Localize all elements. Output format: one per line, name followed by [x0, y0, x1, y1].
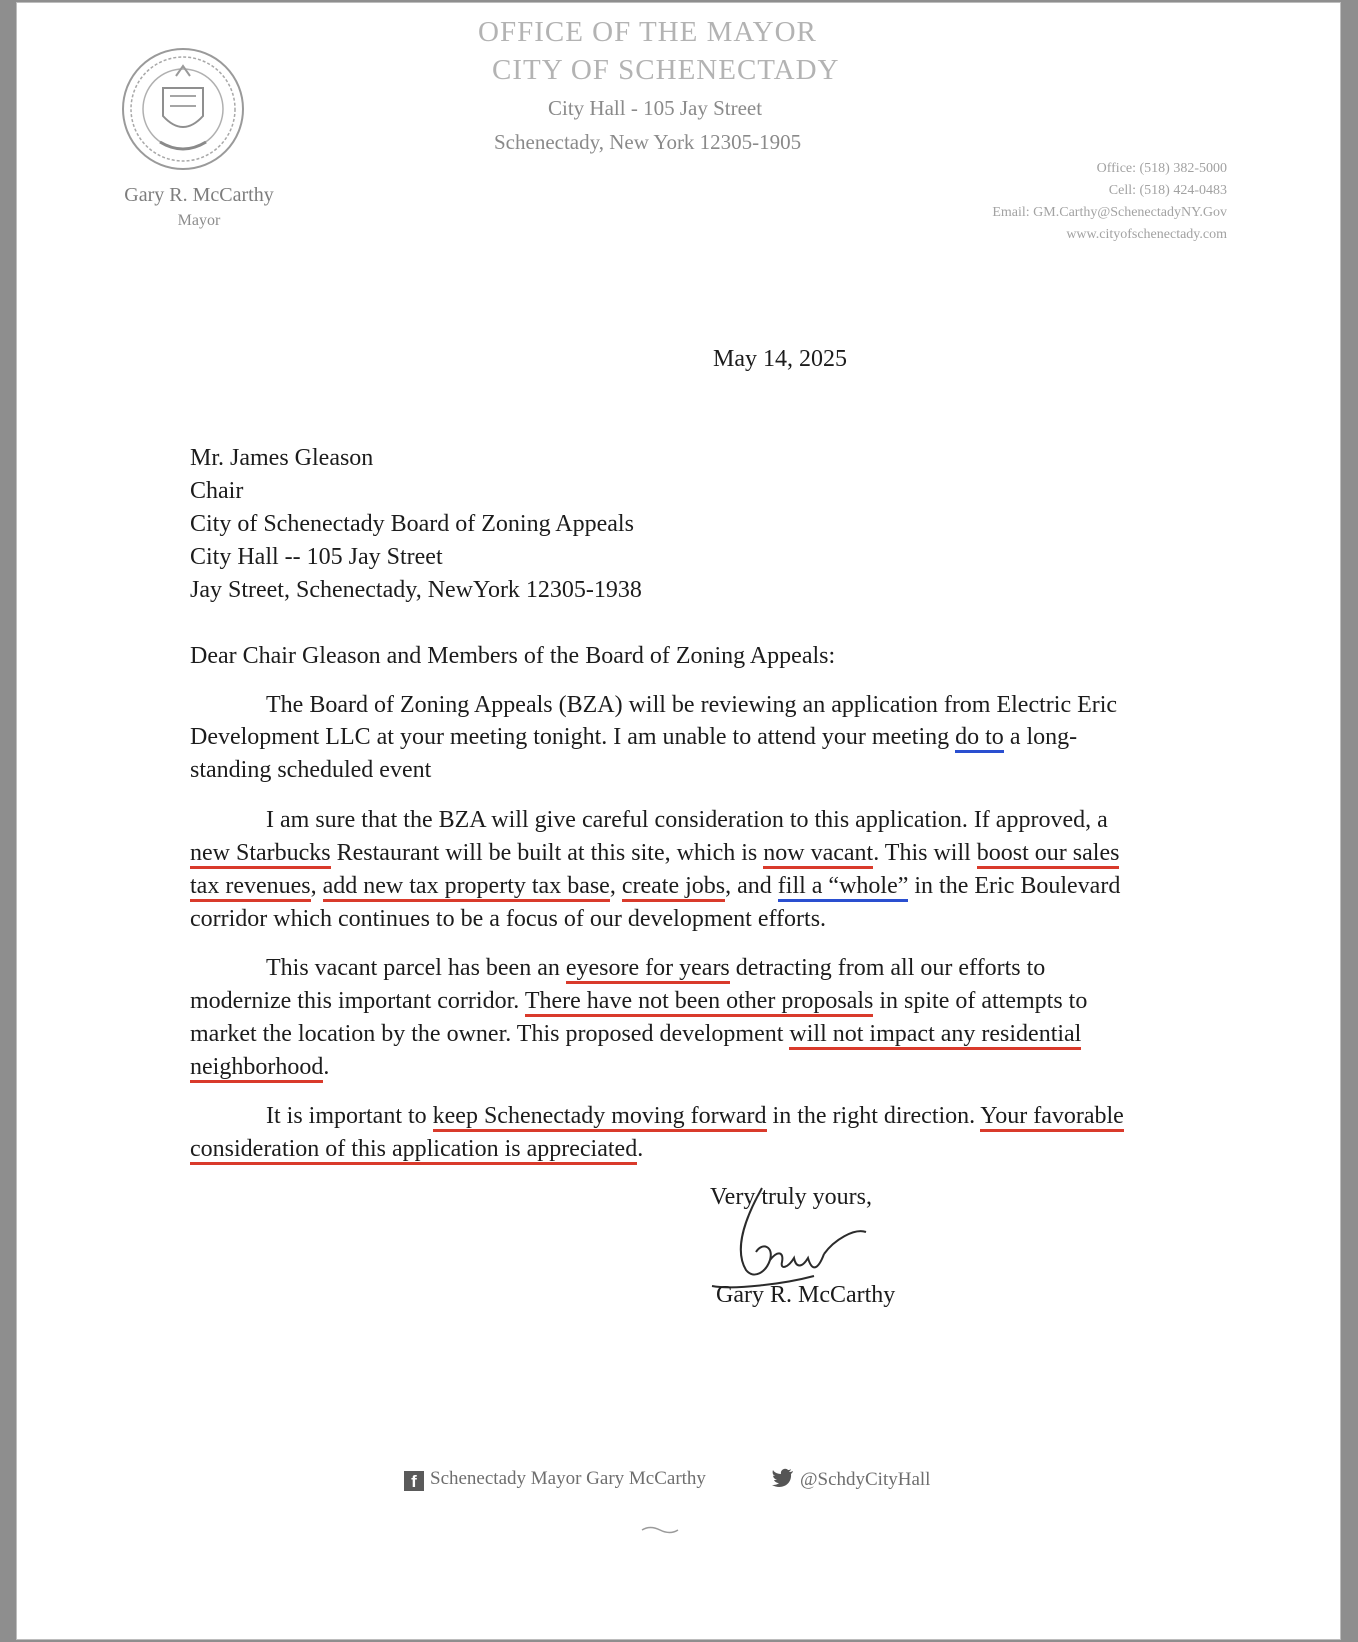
p2-line-4: corridor which continues to be a focus of our development efforts. [190, 906, 827, 932]
recipient-title: Chair [190, 478, 244, 504]
p3-text: This vacant parcel has been an [266, 955, 566, 981]
contact-cell: Cell: (518) 424-0483 [1108, 183, 1227, 198]
p2-text: , [310, 873, 323, 899]
annotated-phrase-red: new Starbucks [190, 840, 331, 869]
annotated-phrase-red: boost our sales [977, 840, 1120, 869]
p3-line-1 [266, 955, 1045, 982]
recipient-name: Mr. James Gleason [190, 445, 374, 471]
annotated-phrase-red: now vacant [763, 840, 873, 869]
p4-line-1 [266, 1103, 1124, 1130]
letter-page [16, 2, 1341, 1640]
contact-web: www.cityofschenectady.com [1066, 227, 1227, 242]
footer-twitter [772, 1468, 930, 1494]
p3-text: detracting from all our efforts to [729, 955, 1046, 981]
p1-line-1: The Board of Zoning Appeals (BZA) will be reviewing an application from Electric Eric [266, 692, 1118, 718]
salutation: Dear Chair Gleason and Members of the Board of Zoning Appeals: [190, 643, 836, 669]
annotated-phrase-red: keep Schenectady moving forward [433, 1103, 767, 1132]
p2-text: , [609, 873, 622, 899]
footer-ornament-icon [640, 1522, 680, 1540]
annotated-phrase-red: Your favorable [980, 1103, 1124, 1132]
p2-line-1: I am sure that the BZA will give careful consideration to this application. If approved, a [266, 807, 1108, 833]
contact-office: Office: (518) 382-5000 [1096, 161, 1227, 176]
p2-line-2 [190, 840, 1119, 867]
annotated-phrase-red: There have not been other proposals [525, 988, 874, 1017]
annotated-phrase-red: consideration of this application is appreciated [190, 1136, 637, 1165]
annotated-phrase-red: will not impact any residential [789, 1021, 1081, 1050]
annotated-phrase-red: tax revenues [190, 873, 311, 902]
p4-text: It is important to [266, 1103, 433, 1129]
recipient-org: City of Schenectady Board of Zoning Appeals [190, 511, 634, 537]
twitter-icon [772, 1468, 794, 1494]
p3-line-4 [190, 1054, 329, 1081]
p3-text: . [323, 1054, 330, 1080]
contact-email: Email: GM.Carthy@SchenectadyNY.Gov [992, 205, 1227, 220]
p2-line-3 [190, 873, 1120, 900]
p3-text: modernize this important corridor. [190, 988, 525, 1014]
recipient-address-1: City Hall -- 105 Jay Street [190, 544, 443, 570]
p3-text: in spite of attempts to [873, 988, 1088, 1014]
city-seal-icon [120, 46, 246, 172]
mayor-name: Gary R. McCarthy [124, 184, 274, 206]
annotated-phrase-red: create jobs [622, 873, 725, 902]
city-heading: CITY OF SCHENECTADY [492, 54, 840, 86]
p1-text: a long- [1003, 724, 1078, 750]
address-line-2: Schenectady, New York 12305-1905 [494, 130, 802, 154]
annotated-phrase-blue: do to [955, 724, 1004, 753]
contact-block [992, 158, 1227, 246]
p2-text: , and [725, 873, 778, 899]
signer-name: Gary R. McCarthy [716, 1282, 896, 1308]
annotated-phrase-red: eyesore for years [566, 955, 730, 984]
letter-date: May 14, 2025 [713, 346, 847, 372]
twitter-label: @SchdyCityHall [800, 1469, 931, 1490]
p3-line-2 [190, 988, 1087, 1015]
p4-text: in the right direction. [766, 1103, 981, 1129]
annotated-phrase-blue: fill a “whole” [778, 873, 909, 902]
facebook-icon: f [404, 1471, 424, 1491]
footer-facebook [404, 1468, 706, 1491]
recipient-address-2: Jay Street, Schenectady, NewYork 12305-1938 [190, 577, 642, 603]
p1-text: Development LLC at your meeting tonight. I am unable to attend your meeting [190, 724, 956, 750]
annotated-phrase-red: add new tax property tax base [323, 873, 610, 902]
address-line-1: City Hall - 105 Jay Street [548, 96, 763, 120]
p2-text: . This will [873, 840, 977, 866]
p2-text: Restaurant will be built at this site, which is [330, 840, 764, 866]
p3-text: market the location by the owner. This proposed development [190, 1021, 790, 1047]
annotated-phrase-red: neighborhood [190, 1054, 323, 1083]
p2-text: in the Eric Boulevard [908, 873, 1121, 899]
p1-line-2 [190, 724, 1077, 751]
closing: Very truly yours, [710, 1184, 872, 1210]
facebook-label: Schenectady Mayor Gary McCarthy [430, 1468, 706, 1489]
p3-line-3 [190, 1021, 1081, 1048]
p1-line-3: standing scheduled event [190, 757, 432, 783]
office-heading: OFFICE OF THE MAYOR [478, 16, 817, 48]
p4-text: . [637, 1136, 644, 1162]
p4-line-2 [190, 1136, 643, 1163]
mayor-title: Mayor [177, 212, 221, 229]
